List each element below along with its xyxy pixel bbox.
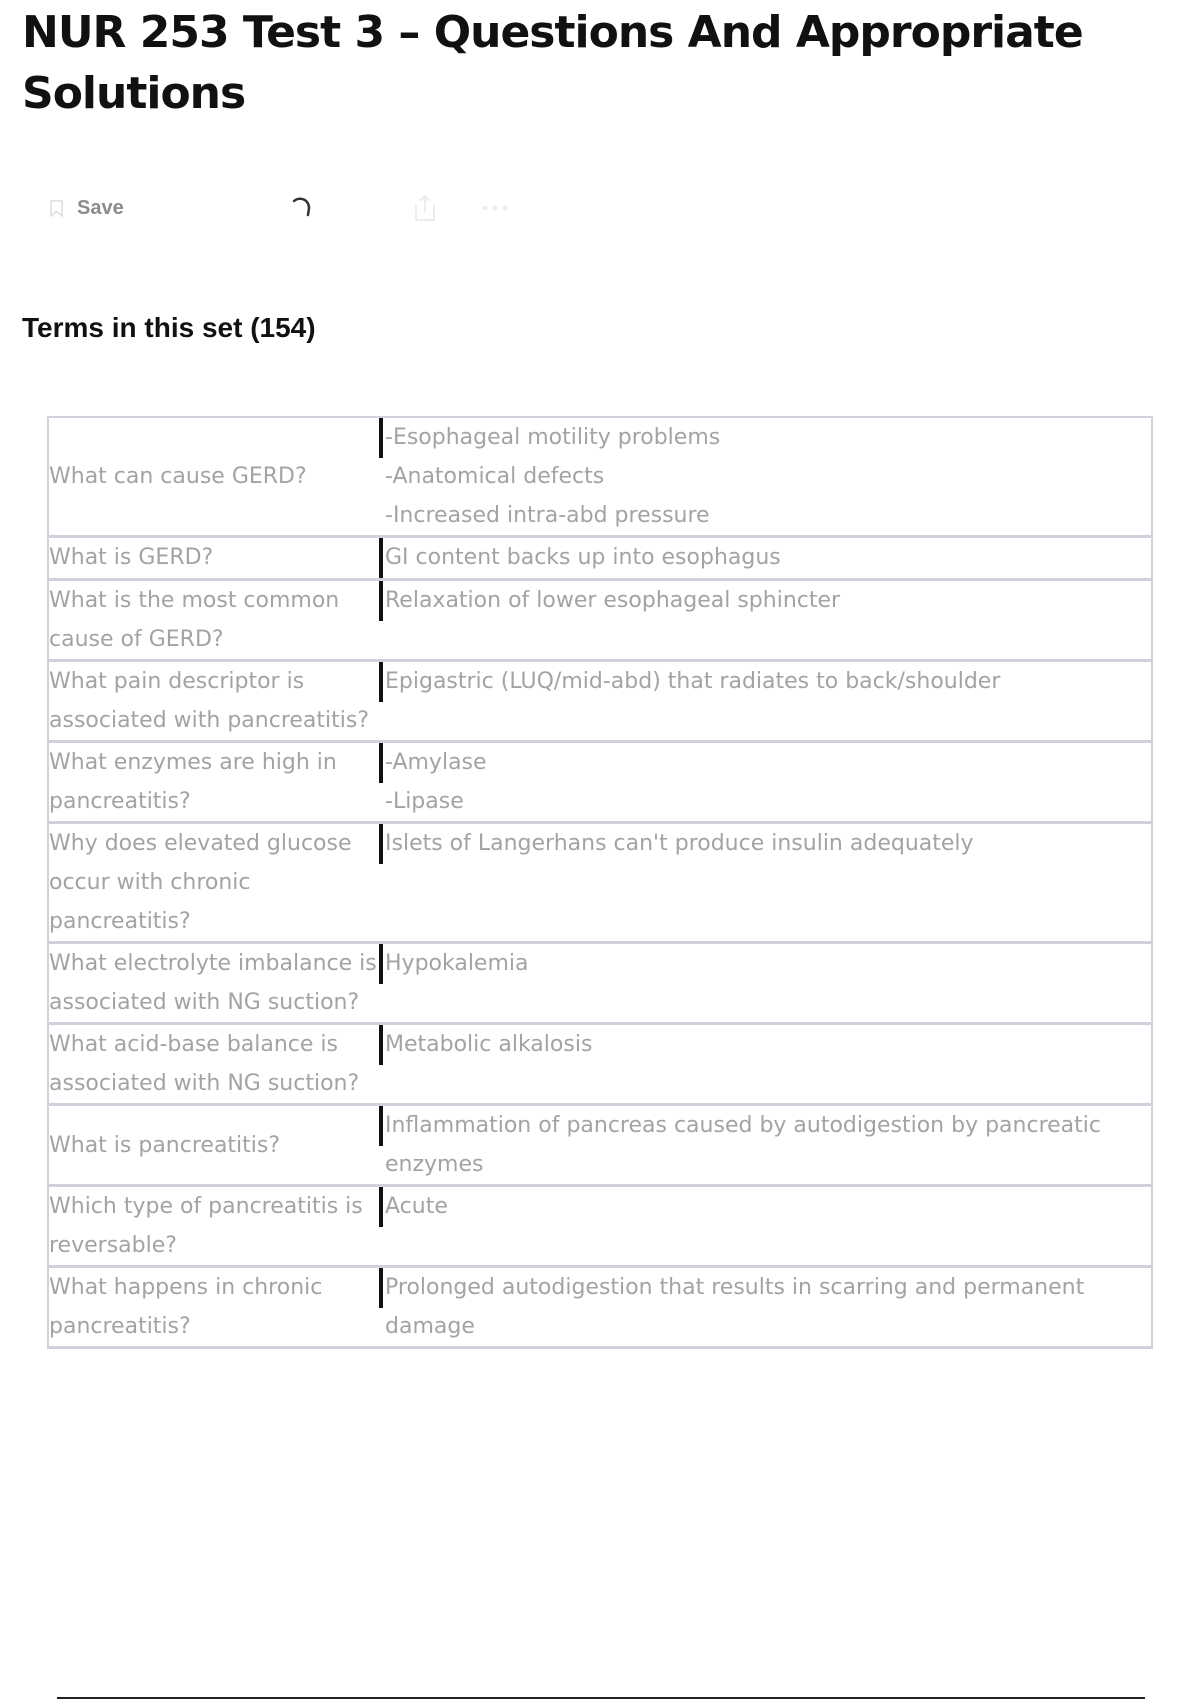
definition-cell <box>385 418 1151 538</box>
definition-line: -Esophageal motility problems <box>385 425 721 450</box>
table-row <box>49 824 1151 944</box>
terms-heading: Terms in this set (154) <box>22 312 316 343</box>
share-button[interactable] <box>412 188 442 228</box>
definition-line: Islets of Langerhans can't produce insulin adequately <box>385 831 974 856</box>
share-icon <box>412 193 438 223</box>
definition-cell <box>385 1187 1151 1268</box>
term-cell: What can cause GERD? <box>49 418 379 538</box>
table-row <box>49 1187 1151 1268</box>
definition-cell <box>385 581 1151 662</box>
table-row <box>49 1106 1151 1187</box>
table-row <box>49 743 1151 824</box>
column-divider <box>379 1025 383 1065</box>
definition-line: Relaxation of lower esophageal sphincter <box>385 588 841 613</box>
table-row <box>49 1268 1151 1349</box>
column-divider <box>379 662 383 702</box>
more-options-icon <box>480 203 510 213</box>
column-divider <box>379 1106 383 1146</box>
save-label: Save <box>77 196 124 219</box>
table-row <box>49 418 1151 538</box>
term-cell: What pain descriptor is associated with pancreatitis? <box>49 662 379 743</box>
definition-line: Epigastric (LUQ/mid-abd) that radiates to back/shoulder <box>385 669 1001 694</box>
table-row <box>49 944 1151 1025</box>
term-cell: What enzymes are high in pancreatitis? <box>49 743 379 824</box>
column-divider <box>379 538 383 578</box>
definition-line: -Increased intra-abd pressure <box>385 503 710 528</box>
definition-cell <box>385 743 1151 824</box>
table-row <box>49 538 1151 581</box>
save-button[interactable] <box>50 188 150 228</box>
column-divider <box>379 1187 383 1227</box>
table-row <box>49 662 1151 743</box>
definition-line: Prolonged autodigestion that results in scarring and permanent damage <box>385 1275 1085 1339</box>
definition-line: -Amylase <box>385 750 487 775</box>
term-cell: What electrolyte imbalance is associated with NG suction? <box>49 944 379 1025</box>
column-divider <box>379 824 383 864</box>
term-cell: What happens in chronic pancreatitis? <box>49 1268 379 1349</box>
page-bottom-rule <box>57 1697 1145 1699</box>
definition-cell <box>385 1025 1151 1106</box>
term-cell: What is GERD? <box>49 538 379 581</box>
definition-cell <box>385 1106 1151 1187</box>
definition-line: Inflammation of pancreas caused by autodigestion by pancreatic enzymes <box>385 1113 1101 1177</box>
definition-line: Hypokalemia <box>385 951 529 976</box>
terms-table <box>47 416 1153 1349</box>
term-cell: What is pancreatitis? <box>49 1106 379 1187</box>
spinner-icon <box>288 188 318 228</box>
term-cell: What is the most common cause of GERD? <box>49 581 379 662</box>
bookmark-icon <box>50 200 63 217</box>
definition-line: Acute <box>385 1194 448 1219</box>
definition-cell <box>385 944 1151 1025</box>
definition-line: -Anatomical defects <box>385 464 605 489</box>
term-cell: Why does elevated glucose occur with chronic pancreatitis? <box>49 824 379 944</box>
definition-cell <box>385 1268 1151 1349</box>
definition-cell <box>385 662 1151 743</box>
definition-cell <box>385 538 1151 581</box>
column-divider <box>379 944 383 984</box>
column-divider <box>379 418 383 458</box>
definition-cell <box>385 824 1151 944</box>
term-cell: What acid-base balance is associated with NG suction? <box>49 1025 379 1106</box>
page-title: NUR 253 Test 3 – Questions And Appropriate Solutions <box>22 7 1083 119</box>
column-divider <box>379 1268 383 1308</box>
toolbar <box>50 188 510 228</box>
table-row <box>49 1025 1151 1106</box>
term-cell: Which type of pancreatitis is reversable? <box>49 1187 379 1268</box>
table-row <box>49 581 1151 662</box>
definition-line: -Lipase <box>385 789 464 814</box>
column-divider <box>379 581 383 621</box>
more-options-button[interactable] <box>480 188 520 228</box>
column-divider <box>379 743 383 783</box>
definition-line: GI content backs up into esophagus <box>385 545 781 570</box>
definition-line: Metabolic alkalosis <box>385 1032 593 1057</box>
